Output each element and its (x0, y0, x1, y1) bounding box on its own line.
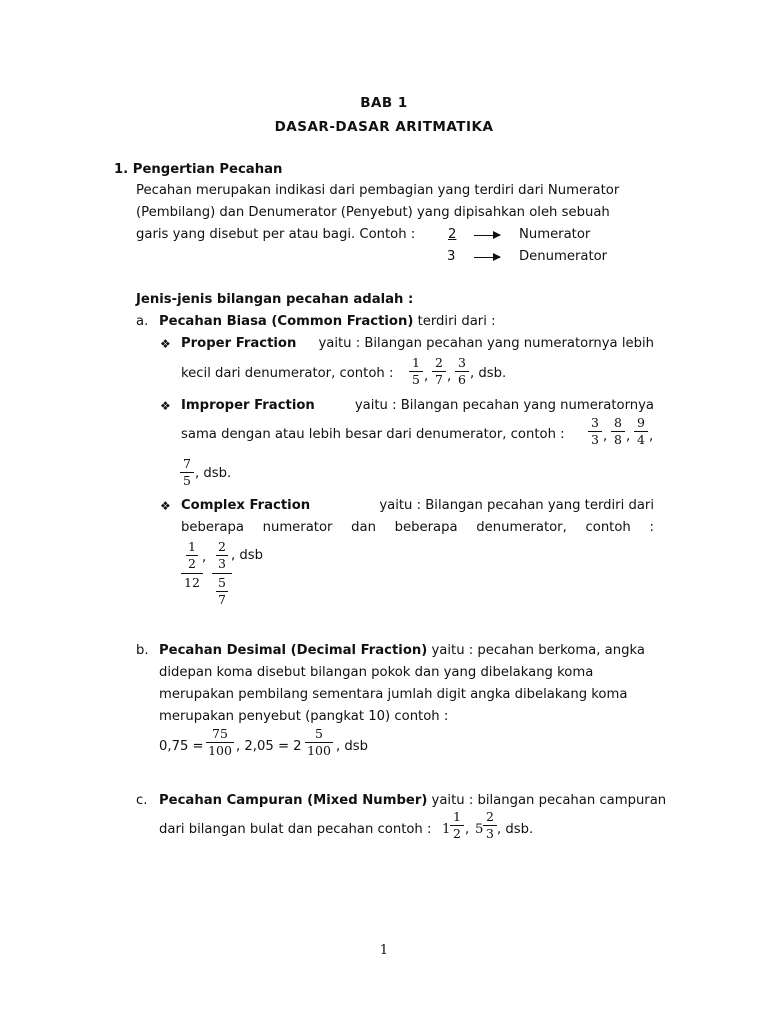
definition: yaitu : Bilangan pecahan yang numeratornya (354, 398, 654, 413)
item-b-text (159, 642, 645, 660)
item-marker: c. (136, 793, 148, 808)
paragraph-line: Pecahan merupakan indikasi dari pembagian yang terdiri dari Numerator (136, 183, 620, 198)
fraction: 5 100 (305, 727, 333, 758)
paragraph-line: didepan koma disebut bilangan pokok dan yang dibelakang koma (159, 665, 594, 680)
suffix: , dsb. (195, 466, 232, 481)
word: : (649, 520, 654, 535)
separator: , (649, 429, 654, 444)
fraction: 1 5 (409, 356, 423, 387)
diamond-bullet-icon: ❖ (160, 499, 171, 513)
term: Complex Fraction (181, 498, 311, 513)
item-marker: a. (136, 314, 149, 329)
page-number: 1 (379, 943, 389, 958)
diamond-bullet-icon: ❖ (160, 337, 171, 351)
arrow-right-icon (474, 235, 500, 236)
fraction: 3 6 (455, 356, 469, 387)
item-title: Pecahan Desimal (Decimal Fraction) (159, 643, 428, 658)
item-rest: yaitu : pecahan berkoma, angka (427, 643, 645, 658)
proper-line (181, 335, 654, 353)
fraction: 75 100 (206, 727, 234, 758)
item-marker: b. (136, 643, 149, 658)
arrow-right-icon (474, 257, 500, 258)
paragraph-line: merupakan penyebut (pangkat 10) contoh : (159, 709, 449, 724)
suffix: , dsb (336, 739, 368, 754)
fraction: 9 4 (634, 416, 648, 447)
proper-line-2: kecil dari denumerator, contoh : (181, 366, 394, 381)
item-title: Pecahan Campuran (Mixed Number) (159, 793, 428, 808)
decimal-example-1: 0,75 = (159, 739, 204, 754)
improper-line (181, 397, 654, 415)
separator: , (447, 369, 452, 384)
item-rest: yaitu : bilangan pecahan campuran (427, 793, 667, 808)
diamond-bullet-icon: ❖ (160, 399, 171, 413)
fraction: 7 5 (180, 457, 194, 488)
separator: , (603, 429, 608, 444)
types-heading: Jenis-jenis bilangan pecahan adalah : (136, 292, 414, 307)
complex-fraction: 1 2 12 (180, 540, 204, 590)
decimal-example-2: , 2,05 = 2 (236, 739, 302, 754)
definition: yaitu : Bilangan pecahan yang numeratornya lebih (318, 336, 654, 351)
example-numerator: 2 (448, 227, 457, 242)
section-heading: 1. Pengertian Pecahan (114, 162, 283, 177)
complex-line-2 (181, 519, 654, 537)
word: dan (351, 520, 376, 535)
chapter-title: DASAR-DASAR ARITMATIKA (274, 119, 494, 135)
paragraph-line: merupakan pembilang sementara jumlah digit angka dibelakang koma (159, 687, 628, 702)
separator: , (202, 550, 207, 565)
word: numerator (262, 520, 333, 535)
example-denominator: 3 (447, 249, 456, 264)
chapter-label: BAB 1 (360, 95, 408, 111)
term: Improper Fraction (181, 398, 315, 413)
paragraph-line: (Pembilang) dan Denumerator (Penyebut) yang dipisahkan oleh sebuah (136, 205, 610, 220)
word: beberapa (394, 520, 458, 535)
item-title: Pecahan Biasa (Common Fraction) (159, 314, 414, 329)
mixed-whole: 5 (475, 822, 484, 837)
denumerator-label: Denumerator (519, 249, 608, 264)
mixed-whole: 1 (442, 822, 451, 837)
separator: , (424, 369, 429, 384)
improper-line-2: sama dengan atau lebih besar dari denumerator, contoh : (181, 427, 565, 442)
complex-fraction: 2 3 5 7 (212, 540, 232, 607)
paragraph-line: garis yang disebut per atau bagi. Contoh : (136, 227, 416, 242)
separator: , (626, 429, 631, 444)
fraction: 1 2 (450, 810, 464, 841)
word: denumerator, (476, 520, 567, 535)
item-c-text (159, 792, 666, 810)
word: contoh (585, 520, 631, 535)
item-a-text (159, 313, 496, 331)
suffix: , dsb (231, 548, 263, 563)
paragraph-line: dari bilangan bulat dan pecahan contoh : (159, 822, 432, 837)
word: beberapa (181, 520, 244, 535)
fraction: 2 7 (432, 356, 446, 387)
suffix: , dsb. (497, 822, 534, 837)
suffix: , dsb. (470, 366, 507, 381)
fraction: 3 3 (588, 416, 602, 447)
definition: yaitu : Bilangan pecahan yang terdiri dari (379, 498, 654, 513)
fraction: 8 8 (611, 416, 625, 447)
separator: , (465, 822, 470, 837)
term: Proper Fraction (181, 336, 297, 351)
numerator-label: Numerator (519, 227, 591, 242)
fraction: 2 3 (483, 810, 497, 841)
item-rest: terdiri dari : (413, 314, 496, 329)
complex-line (181, 497, 654, 515)
